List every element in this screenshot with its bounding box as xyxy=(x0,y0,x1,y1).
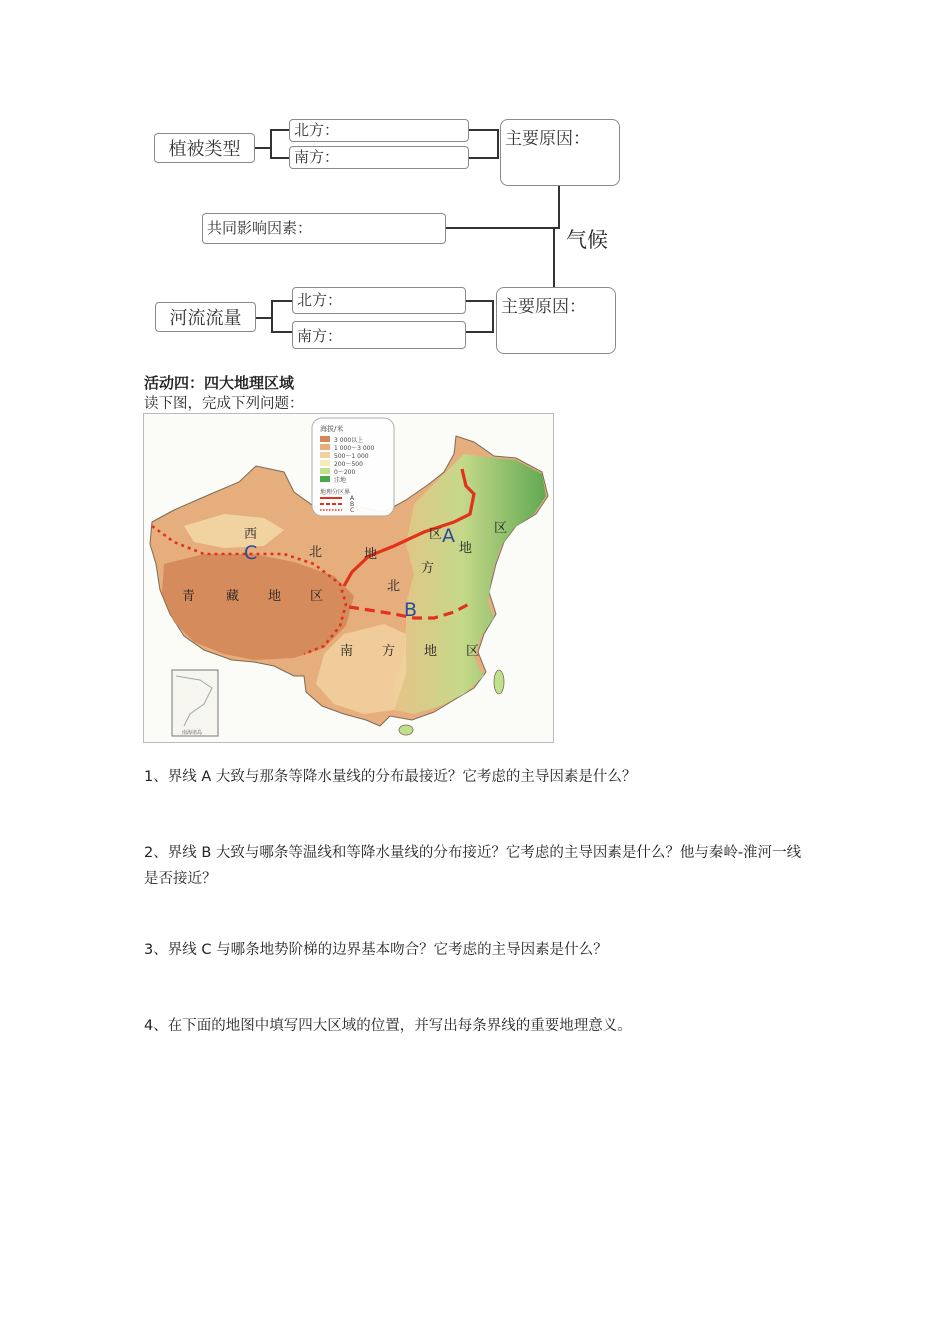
vegetation-north-field[interactable]: 北方： xyxy=(289,119,469,142)
region-char: 藏 xyxy=(226,589,240,604)
connector xyxy=(558,186,560,228)
map-svg xyxy=(144,414,553,742)
region-char: 方 xyxy=(382,644,396,659)
region-char: 地 xyxy=(364,547,378,562)
connector xyxy=(492,300,494,333)
legend-item-label: 3 000以上 xyxy=(334,437,364,444)
line-label-a: A xyxy=(442,525,455,547)
legend-title: 海拔/米 xyxy=(320,425,344,433)
line-label-b: B xyxy=(404,599,418,621)
legend-swatch xyxy=(320,460,330,466)
river-reason-field[interactable]: 主要原因： xyxy=(496,287,616,354)
question-2: 2、界线 B 大致与哪条等温线和等降水量线的分布接近？它考虑的主导因素是什么？他与秦岭-淮河一线是否接近？ xyxy=(144,845,802,887)
legend-swatch xyxy=(320,468,330,474)
region-char: 地 xyxy=(424,644,438,659)
region-char: 区 xyxy=(429,527,443,542)
region-char: 北 xyxy=(309,545,323,560)
connector xyxy=(466,331,494,333)
hainan xyxy=(399,725,413,735)
common-factor-field[interactable]: 共同影响因素： xyxy=(202,213,446,244)
region-char: 南 xyxy=(340,644,354,659)
line-label-c: C xyxy=(244,542,258,564)
connector xyxy=(446,227,560,229)
question-4: 4、在下面的地图中填写四大区域的位置，并写出每条界线的重要地理意义。 xyxy=(144,1018,632,1034)
river-north-field[interactable]: 北方： xyxy=(292,287,466,314)
boundary-legend-b: B xyxy=(350,501,355,508)
connector xyxy=(271,300,273,333)
climate-label: 气候 xyxy=(566,228,608,252)
boundary-legend-c: C xyxy=(350,507,355,514)
region-char: 区 xyxy=(466,644,480,659)
connector xyxy=(270,129,272,159)
inset-label: 南海诸岛 xyxy=(182,730,203,736)
legend-swatch xyxy=(320,444,330,450)
connector xyxy=(497,129,499,159)
question-3: 3、界线 C 与哪条地势阶梯的边界基本吻合？它考虑的主导因素是什么？ xyxy=(144,942,608,958)
region-char: 区 xyxy=(494,521,508,536)
river-south-field[interactable]: 南方： xyxy=(292,321,466,349)
river-flow-label: 河流流量 xyxy=(155,302,256,332)
connector xyxy=(469,157,499,159)
vegetation-reason-field[interactable]: 主要原因： xyxy=(500,119,620,186)
legend-item-label: 200～500 xyxy=(334,461,363,468)
map-legend xyxy=(312,418,394,516)
legend-item-label: 洼地 xyxy=(334,477,347,484)
connector xyxy=(271,331,293,333)
legend-swatch xyxy=(320,436,330,442)
vegetation-type-label: 植被类型 xyxy=(154,133,255,163)
legend-item-label: 0～200 xyxy=(334,469,356,476)
connector xyxy=(466,300,494,302)
connector xyxy=(469,129,499,131)
connector xyxy=(270,129,290,131)
question-1: 1、界线 A 大致与那条等降水量线的分布最接近？它考虑的主导因素是什么？ xyxy=(144,769,637,785)
activity-title: 活动四：四大地理区域 xyxy=(144,374,295,392)
region-char: 方 xyxy=(421,561,435,576)
region-char: 地 xyxy=(459,541,473,556)
activity-instruction: 读下图，完成下列问题： xyxy=(144,396,304,412)
legend-swatch xyxy=(320,452,330,458)
region-char: 西 xyxy=(244,527,258,542)
connector xyxy=(270,157,290,159)
boundary-legend-a: A xyxy=(350,495,355,502)
region-char: 北 xyxy=(387,579,401,594)
connector xyxy=(271,300,293,302)
taiwan xyxy=(494,670,504,694)
legend-item-label: 1 000～3 000 xyxy=(334,445,375,452)
region-char: 青 xyxy=(182,589,196,604)
south-sea-inset xyxy=(172,670,218,736)
connector xyxy=(256,317,272,319)
legend-swatch xyxy=(320,476,330,482)
legend-item-label: 500～1 000 xyxy=(334,453,369,460)
vegetation-south-field[interactable]: 南方： xyxy=(289,146,469,169)
region-char: 地 xyxy=(268,589,282,604)
region-char: 区 xyxy=(310,589,324,604)
boundary-legend-title: 地理分区界 xyxy=(320,489,351,496)
china-regions-map xyxy=(143,413,554,743)
connector xyxy=(255,147,271,149)
connector xyxy=(553,227,555,288)
